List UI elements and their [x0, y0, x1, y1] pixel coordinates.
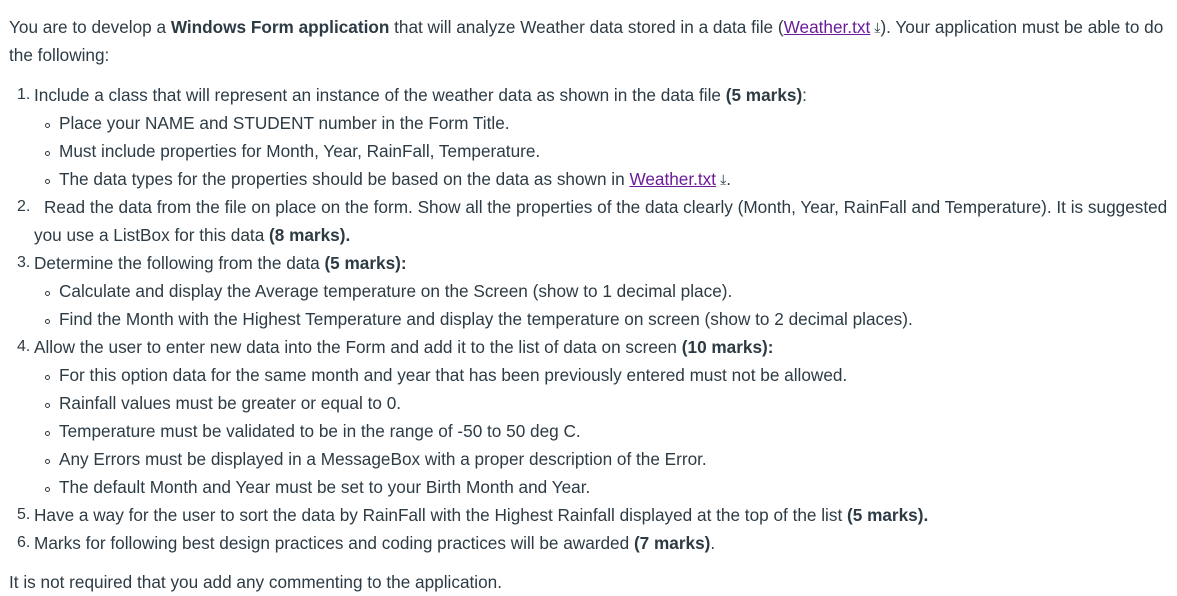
sub-item: Any Errors must be displayed in a MessageBox with a proper description of the Error.	[34, 445, 1171, 473]
task-item-1	[9, 81, 1171, 193]
task-1-sublist	[34, 109, 1171, 193]
task-number: 2.	[17, 198, 31, 215]
task-number: 1.	[17, 86, 31, 103]
sub-item-text: The data types for the properties should be based on the data as shown in	[59, 169, 630, 189]
outro-paragraph: It is not required that you add any commenting to the application.	[9, 572, 503, 592]
sub-item: The default Month and Year must be set to your Birth Month and Year.	[34, 473, 1171, 501]
task-marks: (7 marks)	[633, 533, 711, 553]
task-number: 5.	[17, 506, 31, 523]
sub-item: Rainfall values must be greater or equal to 0.	[34, 389, 1171, 417]
task-item-3	[9, 249, 1171, 333]
task-marks: (8 marks).	[269, 225, 351, 245]
task-text: Include a class that will represent an instance of the weather data as shown in the data file	[34, 85, 726, 105]
intro-bold-app: Windows Form application	[170, 17, 390, 37]
task-text: Have a way for the user to sort the data by RainFall with the Highest Rainfall displayed at the top of the list	[34, 505, 848, 525]
task-marks: (5 marks).	[847, 505, 929, 525]
task-list	[9, 81, 1171, 557]
task-tail: .	[710, 533, 716, 553]
task-item-4	[9, 333, 1171, 501]
sub-item: Find the Month with the Highest Temperature and display the temperature on screen (show to 2 decimal places).	[34, 305, 1171, 333]
sub-item: Place your NAME and STUDENT number in the Form Title.	[34, 109, 1171, 137]
sub-item: For this option data for the same month and year that has been previously entered must not be allowed.	[34, 361, 1171, 389]
sub-item-tail: .	[726, 169, 732, 189]
task-4-sublist	[34, 361, 1171, 501]
task-text: Determine the following from the data	[34, 253, 325, 273]
task-number: 4.	[17, 338, 31, 355]
task-number: 6.	[17, 534, 31, 551]
task-text: Marks for following best design practices and coding practices will be awarded	[34, 533, 634, 553]
intro-text-3: ). Your application must be able to do the following:	[9, 17, 1164, 65]
download-icon[interactable]: ⤓	[874, 19, 881, 35]
sub-item: Temperature must be validated to be in the range of -50 to 50 deg C.	[34, 417, 1171, 445]
task-number: 3.	[17, 254, 31, 271]
task-item-6	[9, 529, 1171, 557]
weather-file-link-2[interactable]: Weather.txt	[629, 169, 717, 189]
weather-file-link[interactable]: Weather.txt	[783, 17, 871, 37]
sub-item: Calculate and display the Average temperature on the Screen (show to 1 decimal place).	[34, 277, 1171, 305]
task-text: Allow the user to enter new data into the Form and add it to the list of data on screen	[34, 337, 682, 357]
task-text: Read the data from the file on place on the form. Show all the properties of the data clearly (Month, Year, RainFall and Temperature). It is suggested you use a ListBox for this data	[34, 197, 1168, 245]
task-marks: (5 marks)	[725, 85, 803, 105]
task-3-sublist	[34, 277, 1171, 333]
intro-paragraph	[9, 13, 1171, 69]
intro-text-1: You are to develop a	[9, 17, 171, 37]
task-tail: :	[802, 85, 807, 105]
assignment-description	[9, 13, 1171, 596]
download-icon[interactable]: ⤓	[720, 171, 727, 187]
intro-text-2: that will analyze Weather data stored in a data file (	[389, 17, 784, 37]
sub-item	[34, 165, 1171, 193]
sub-item: Must include properties for Month, Year, RainFall, Temperature.	[34, 137, 1171, 165]
task-marks: (5 marks):	[324, 253, 407, 273]
task-marks: (10 marks):	[681, 337, 774, 357]
task-item-2	[9, 193, 1171, 249]
task-item-5	[9, 501, 1171, 529]
